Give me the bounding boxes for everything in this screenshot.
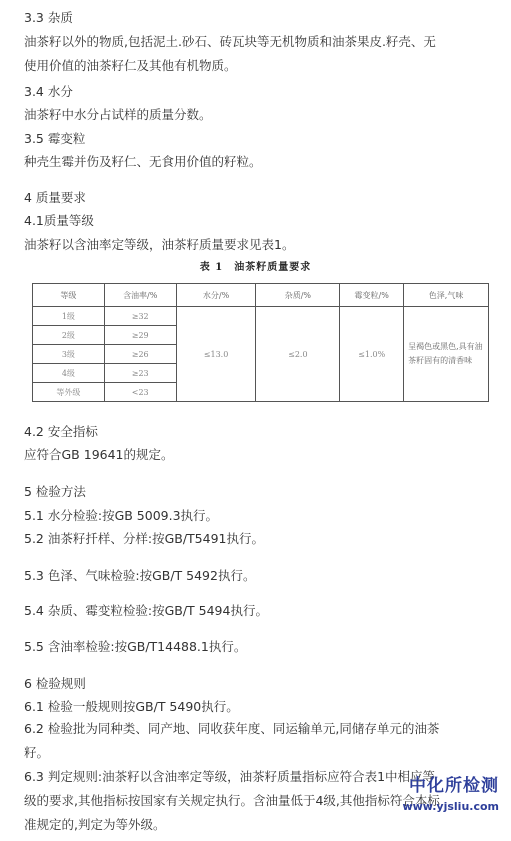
heading-3-5: 3.5 霉变粒: [24, 131, 86, 146]
list-item: 5.5 含油率检验:按GB/T14488.1执行。: [24, 639, 247, 654]
mildew-cell: ≤1.0%: [340, 307, 404, 402]
heading-3-3: 3.3 杂质: [24, 10, 73, 25]
grade-cell: 2级: [33, 326, 105, 345]
list-item: 5.2 油茶籽扦样、分样:按GB/T5491执行。: [24, 531, 264, 546]
table-row: [33, 307, 489, 326]
oil-cell: ≥32: [104, 307, 176, 326]
list-item: 6.2 检验批为同种类、同产地、同收获年度、同运输单元,同储存单元的油茶籽。: [24, 721, 440, 760]
impurity-cell: ≤2.0: [256, 307, 340, 402]
header-impurity: 杂质/%: [256, 284, 340, 307]
list-item: 6.1 检验一般规则按GB/T 5490执行。: [24, 699, 239, 714]
heading-4: 4 质量要求: [24, 190, 86, 205]
watermark-url: www.yjsliu.com: [402, 800, 499, 813]
grade-cell: 等外级: [33, 383, 105, 402]
watermark-title: 中化所检测: [409, 776, 499, 796]
grade-cell: 1级: [33, 307, 105, 326]
paragraph-3-5: 种壳生霉并伤及籽仁、无食用价值的籽粒。: [24, 154, 262, 169]
grade-cell: 4级: [33, 364, 105, 383]
quality-table: [32, 283, 489, 402]
header-mildew: 霉变粒/%: [340, 284, 404, 307]
heading-4-1: 4.1质量等级: [24, 213, 94, 228]
header-moisture: 水分/%: [176, 284, 256, 307]
moisture-cell: ≤13.0: [176, 307, 256, 402]
header-grade: 等级: [33, 284, 105, 307]
oil-cell: ≥26: [104, 345, 176, 364]
list-item: 5.4 杂质、霉变粒检验:按GB/T 5494执行。: [24, 603, 268, 618]
paragraph-3-4: 油茶籽中水分占试样的质量分数。: [24, 107, 212, 122]
watermark: [402, 771, 499, 813]
paragraph-4-1: 油茶籽以含油率定等级，油茶籽质量要求见表1。: [24, 237, 295, 252]
list-item: 5.3 色泽、气味检验:按GB/T 5492执行。: [24, 568, 256, 583]
oil-cell: ≥23: [104, 364, 176, 383]
list-item: 5.1 水分检验:按GB 5009.3执行。: [24, 508, 219, 523]
paragraph-3-3: 油茶籽以外的物质,包括泥土.砂石、砖瓦块等无机物质和油茶果皮.籽壳、无使用价值的油茶籽仁及其他有机物质。: [24, 34, 436, 73]
table-caption: 表 1 油茶籽质量要求: [199, 262, 312, 273]
color-cell: 呈褐色或黑色,具有油茶籽固有的清香味: [404, 307, 489, 402]
grade-cell: 3级: [33, 345, 105, 364]
oil-cell: <23: [104, 383, 176, 402]
table-header-row: [33, 284, 489, 307]
paragraph-4-2: 应符合GB 19641的规定。: [24, 447, 174, 462]
list-item: 6.3 判定规则:油茶籽以含油率定等级，油茶籽质量指标应符合表1中相应等级的要求,其他指标按国家有关规定执行。含油量低于4级,其他指标符合本标准规定的,判定为等外级。: [24, 769, 440, 832]
heading-5: 5 检验方法: [24, 484, 86, 499]
heading-4-2: 4.2 安全指标: [24, 424, 98, 439]
header-color: 色泽,气味: [404, 284, 489, 307]
header-oil: 含油率/%: [104, 284, 176, 307]
heading-3-4: 3.4 水分: [24, 84, 73, 99]
heading-6: 6 检验规则: [24, 676, 86, 691]
oil-cell: ≥29: [104, 326, 176, 345]
